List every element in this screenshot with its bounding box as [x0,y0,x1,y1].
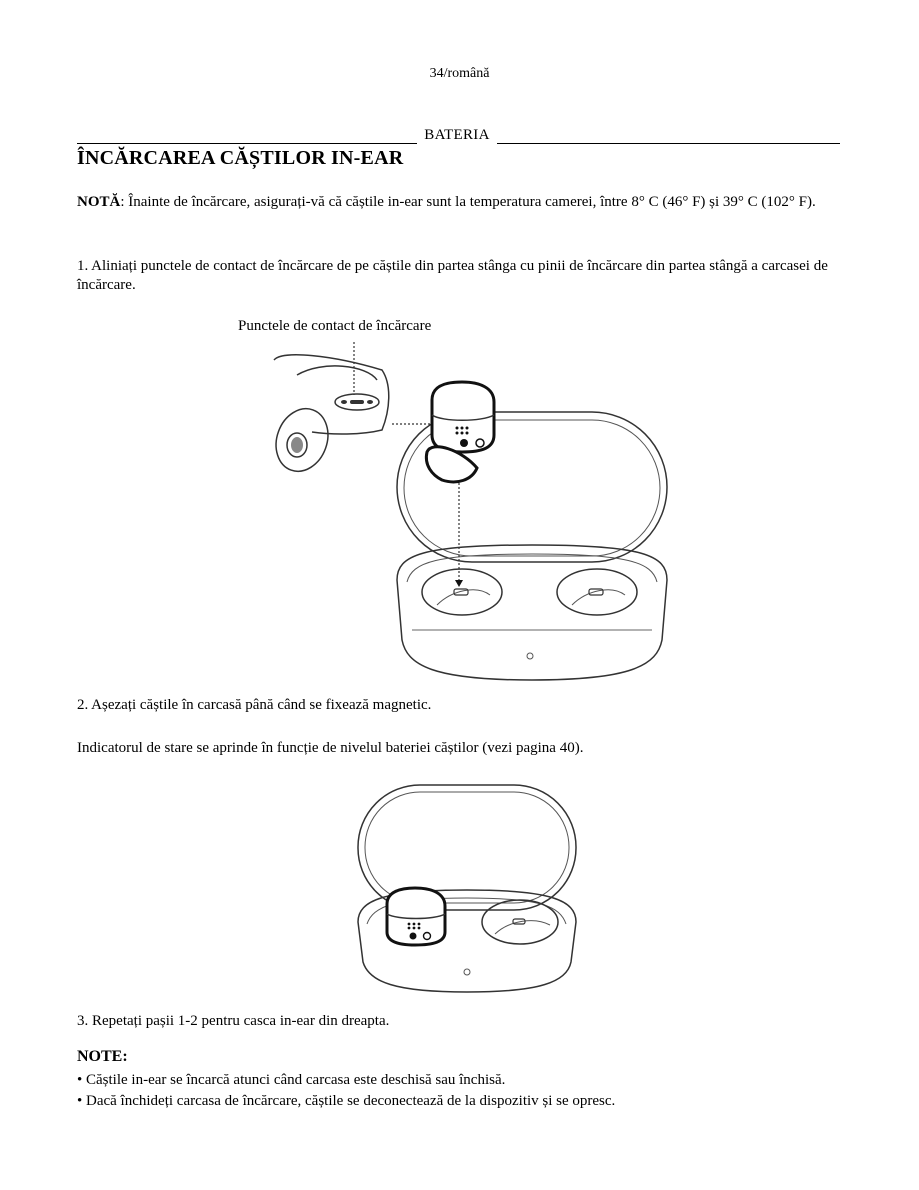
earbud-left-seated [387,888,445,945]
indicator-text: Indicatorul de stare se aprinde în funcție de nivelul bateriei căștilor (vezi pagina 40). [77,740,584,756]
note-label: NOTĂ [77,194,121,210]
page-title: ÎNCĂRCAREA CĂȘTILOR IN-EAR [77,147,404,169]
inset-earbud-closeup [268,355,389,479]
section-rule-right [497,143,840,144]
page-number: 34/română [429,66,490,81]
figure-1-caption: Punctele de contact de încărcare [238,318,432,334]
earbud-left-highlighted [426,382,494,482]
notes-item-1: • Căștile in-ear se încarcă atunci când carcasa este deschisă sau închisă. [77,1072,506,1088]
figure-1-earbud-alignment [262,340,682,685]
notes-title: NOTE: [77,1048,128,1065]
step-3-text: 3. Repetați pașii 1-2 pentru casca in-ear din dreapta. [77,1013,390,1029]
notes-item-2: • Dacă închideți carcasa de încărcare, căștile se deconectează de la dispozitiv și se opresc. [77,1093,616,1109]
note-text: : Înainte de încărcare, asigurați-vă că căștile in-ear sunt la temperatura camerei, între 8° C (46° F) și 39° C (102° F). [120,194,816,210]
section-label: BATERIA [424,127,490,143]
figure-2-earbuds-in-case [355,782,580,997]
section-rule-left [77,143,417,144]
section-header [77,127,840,145]
step-2-text: 2. Așezați căștile în carcasă până când se fixează magnetic. [77,697,432,713]
step-1-text: 1. Aliniați punctele de contact de încărcare de pe căștile din partea stânga cu pinii de încărcare din partea stângă a carcasei de încărcare. [77,258,828,293]
charging-case-with-earbud [358,785,576,992]
note-paragraph [77,193,847,212]
